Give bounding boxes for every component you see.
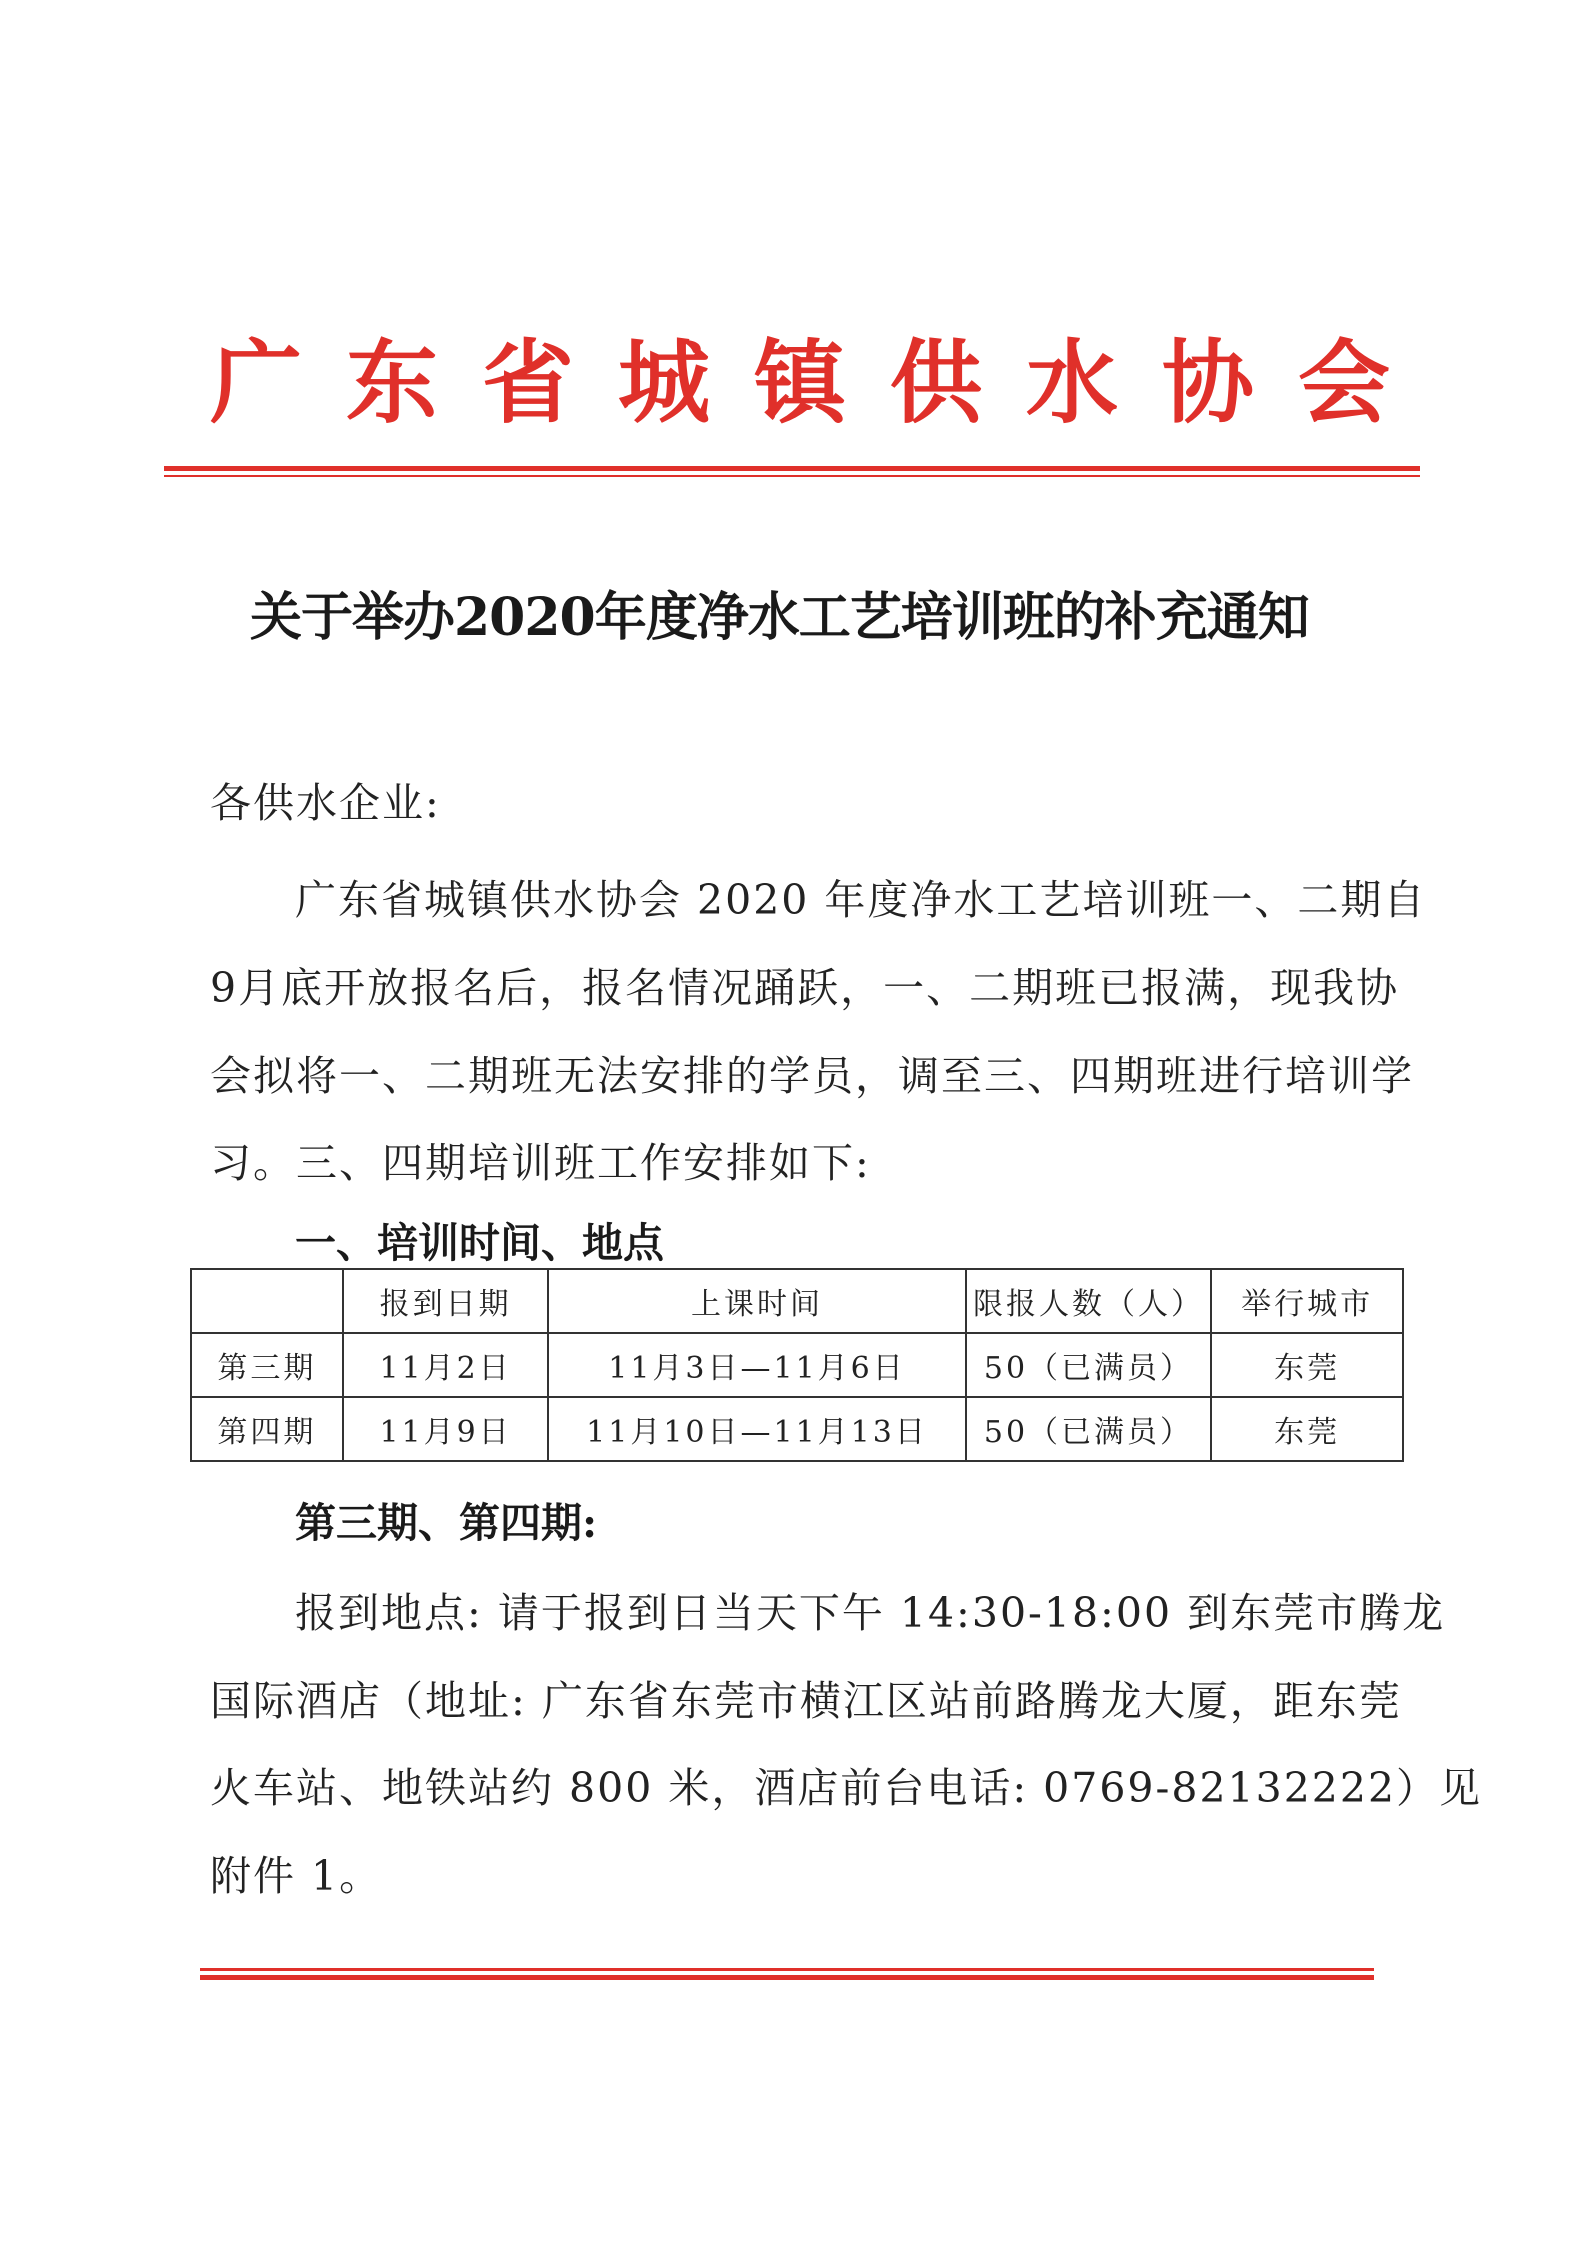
table-header-row bbox=[191, 1269, 1403, 1333]
table-cell: 50（已满员） bbox=[966, 1397, 1212, 1461]
salutation: 各供水企业: bbox=[210, 779, 441, 827]
table-cell: 东莞 bbox=[1211, 1333, 1403, 1397]
table-header-cell: 上课时间 bbox=[548, 1269, 965, 1333]
letterhead-rule-thick bbox=[164, 466, 1420, 471]
table-header-cell: 报到日期 bbox=[343, 1269, 549, 1333]
intro-line-1: 广东省城镇供水协会 2020 年度净水工艺培训班一、二期自 bbox=[295, 876, 1427, 924]
document-title: 关于举办2020年度净水工艺培训班的补充通知 bbox=[250, 587, 1309, 648]
table-header-cell bbox=[191, 1269, 343, 1333]
table-row bbox=[191, 1333, 1403, 1397]
section-heading-sessions: 第三期、第四期: bbox=[295, 1499, 598, 1547]
table-header-cell: 举行城市 bbox=[1211, 1269, 1403, 1333]
checkin-line-2: 国际酒店（地址: 广东省东莞市横江区站前路腾龙大厦，距东莞 bbox=[210, 1677, 1402, 1725]
checkin-line-1: 报到地点: 请于报到日当天下午 14:30-18:00 到东莞市腾龙 bbox=[295, 1589, 1446, 1637]
table-cell: 11月10日—11月13日 bbox=[548, 1397, 965, 1461]
table-cell: 第四期 bbox=[191, 1397, 343, 1461]
footer-rule-thick bbox=[200, 1975, 1374, 1980]
section-heading-schedule: 一、培训时间、地点 bbox=[295, 1219, 664, 1267]
checkin-line-3: 火车站、地铁站约 800 米，酒店前台电话: 0769-82132222）见 bbox=[210, 1764, 1483, 1812]
table-cell: 11月3日—11月6日 bbox=[548, 1333, 965, 1397]
table-cell: 第三期 bbox=[191, 1333, 343, 1397]
intro-line-3: 会拟将一、二期班无法安排的学员，调至三、四期班进行培训学 bbox=[210, 1052, 1414, 1100]
table-cell: 11月2日 bbox=[343, 1333, 549, 1397]
footer-rule-thin bbox=[200, 1968, 1374, 1971]
table-cell: 50（已满员） bbox=[966, 1333, 1212, 1397]
table-cell: 东莞 bbox=[1211, 1397, 1403, 1461]
table-header-cell: 限报人数（人） bbox=[966, 1269, 1212, 1333]
schedule-table bbox=[190, 1268, 1404, 1462]
letterhead-org-name: 广东省城镇供水协会 bbox=[210, 329, 1435, 436]
intro-line-4: 习。三、四期培训班工作安排如下: bbox=[210, 1139, 871, 1187]
table-cell: 11月9日 bbox=[343, 1397, 549, 1461]
letterhead-rule-thin bbox=[164, 475, 1420, 477]
table-row bbox=[191, 1397, 1403, 1461]
intro-line-2: 9月底开放报名后，报名情况踊跃，一、二期班已报满，现我协 bbox=[210, 964, 1400, 1012]
checkin-line-4: 附件 1。 bbox=[210, 1852, 383, 1900]
